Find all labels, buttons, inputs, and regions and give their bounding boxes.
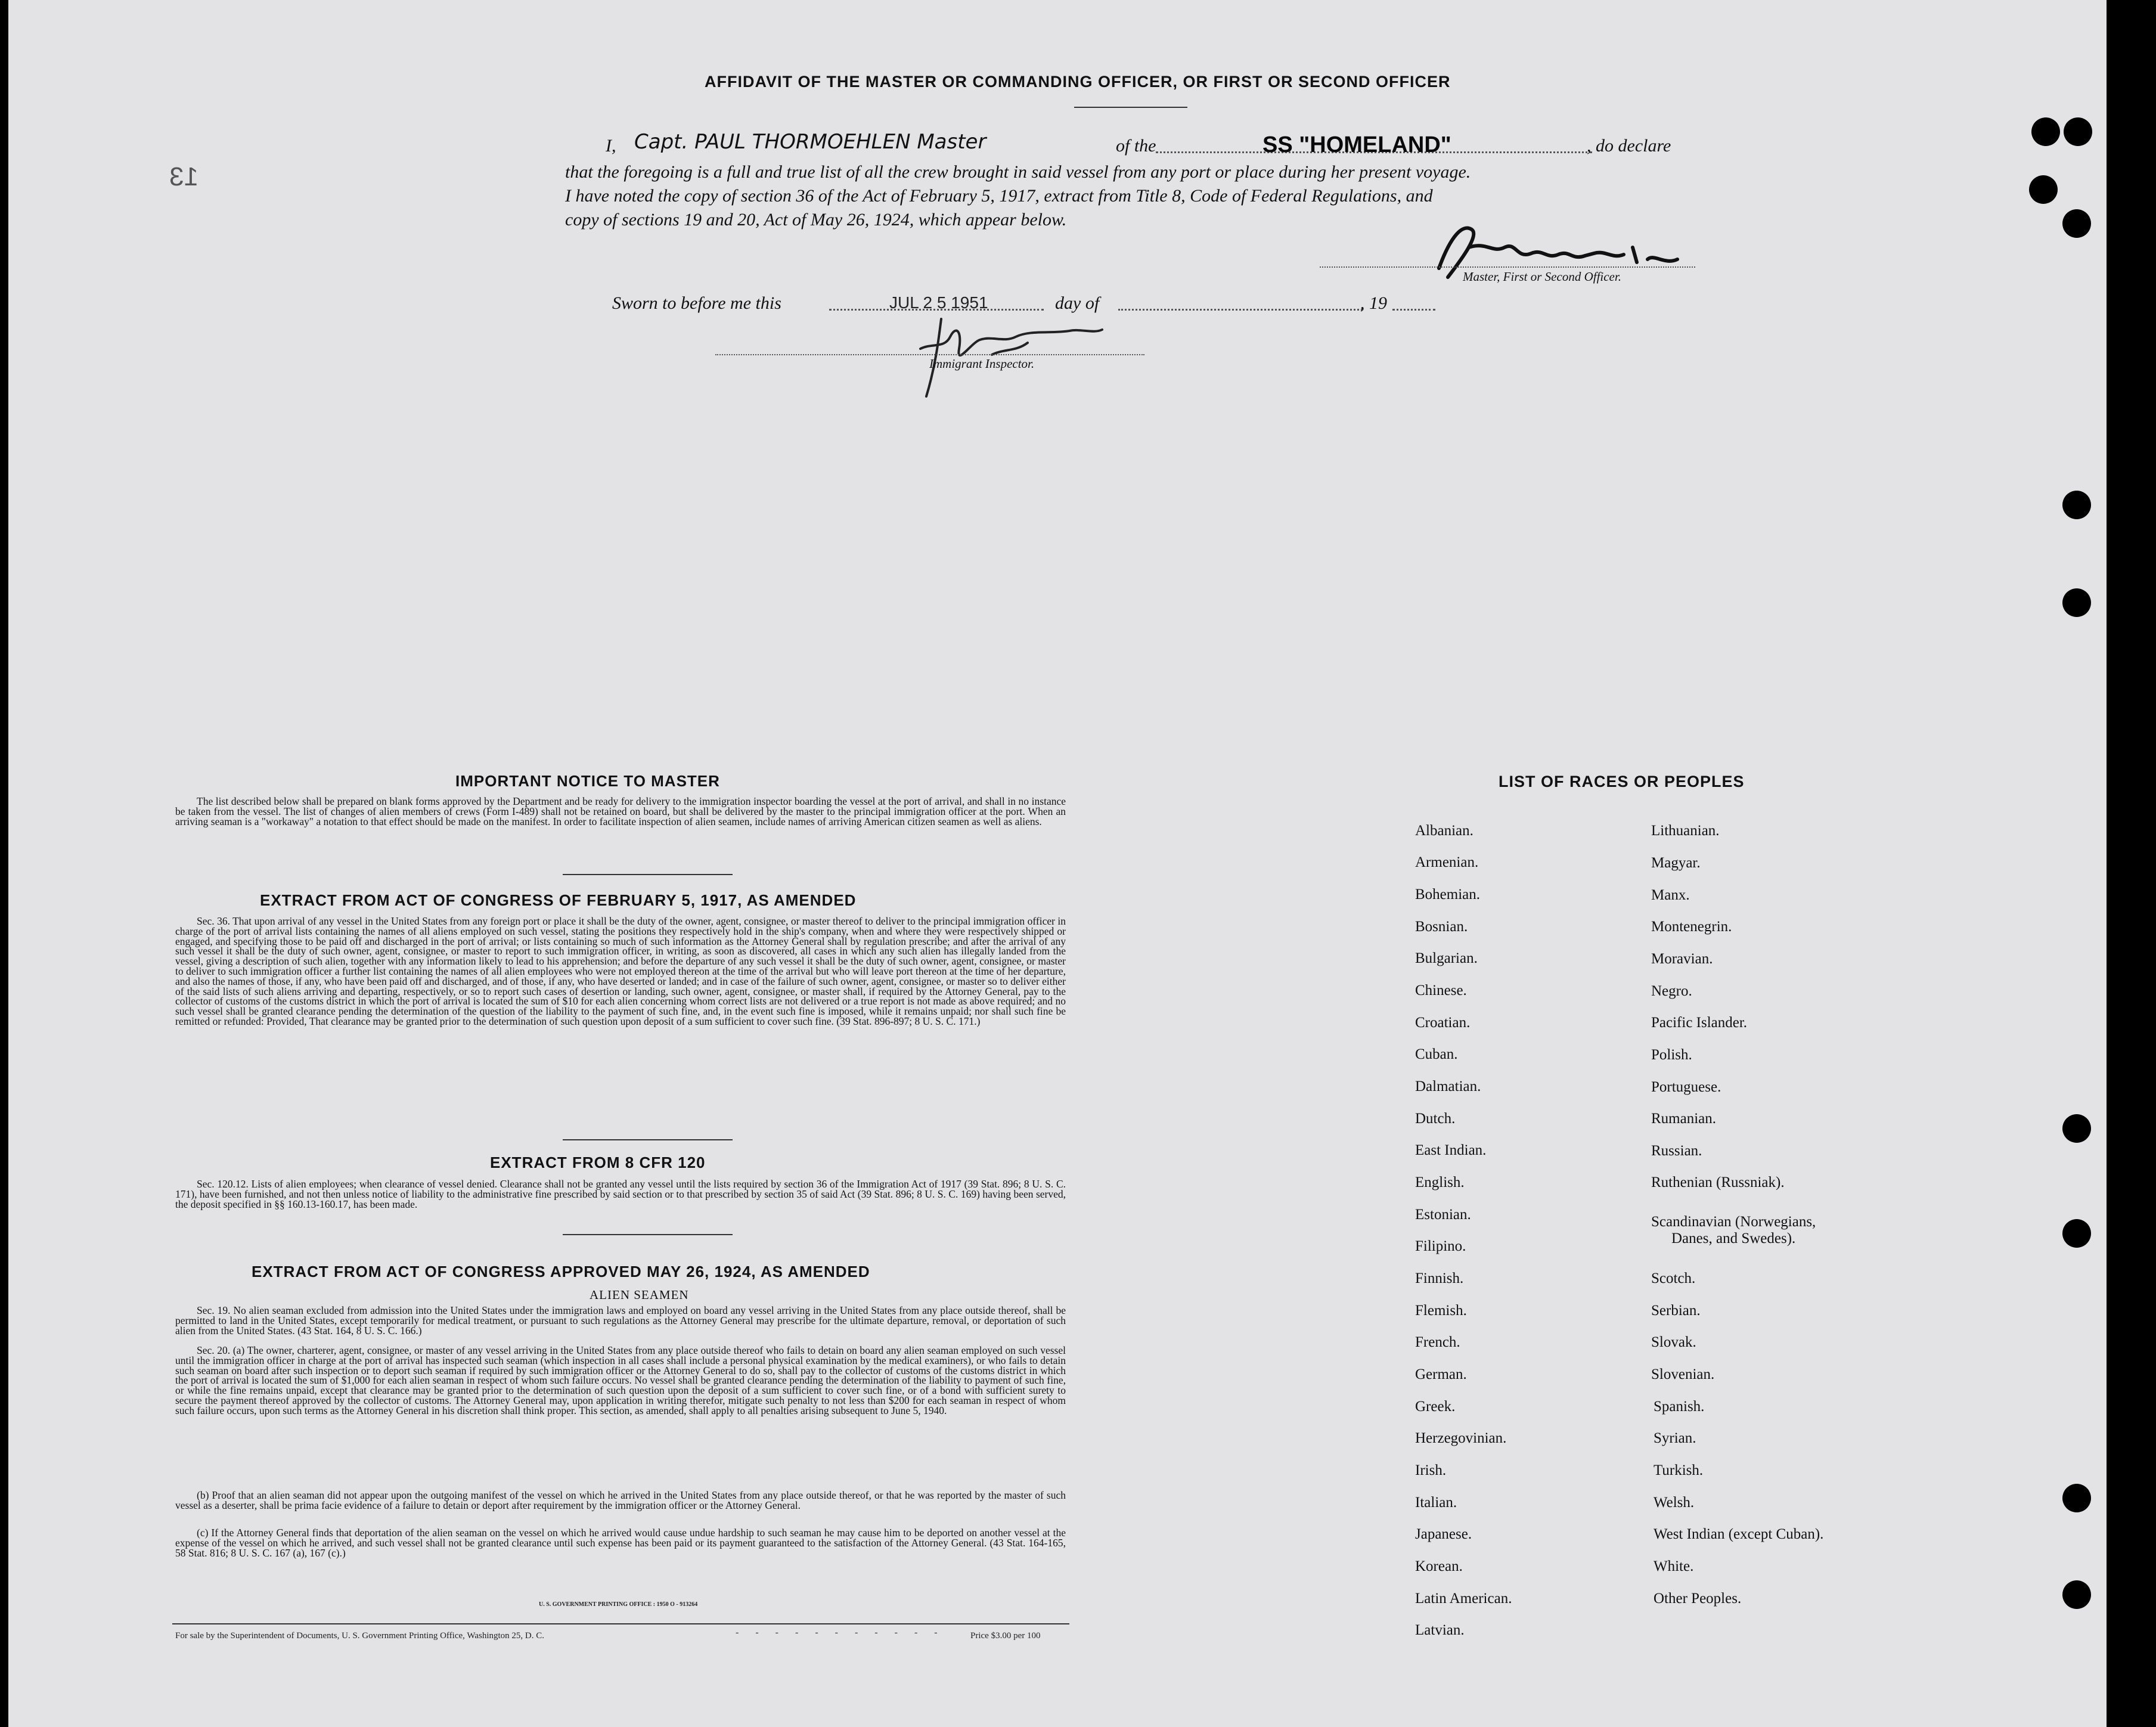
race-item: Latin American. <box>1415 1590 1512 1607</box>
race-item: Welsh. <box>1654 1495 1695 1511</box>
affidavit-line-3: I have noted the copy of section 36 of the Act of February 5, 1917, extract from Title 8, Code of Federal Regulations, and <box>565 186 1433 206</box>
sec20a-text: Sec. 20. (a) The owner, charterer, agent, consignee, or master of any vessel arriving in the United States from any place outside thereof who fails to detain on board any alien seaman employed on such vessel until the immigration officer in charge at the port of arrival has inspected such seaman (which inspection in all cases shall include a personal physical examination by the medical examiners), or who fails to detain such seaman on board after such inspection or to deport such seaman if required by such immigration officer or the Attorney General to do so, shall pay to the collector of customs of the customs district in which the port of arrival is located the sum of $1,000 for each alien seaman in respect of whom such failure occurs. No vessel shall be granted clearance pending the determination of the liability to payment of such fine, or while the fine remains unpaid, except that clearance may be granted prior to the determination of such question upon the deposit of a sum sufficient to cover such fine, or of a bond with sufficient surety to secure the payment thereof approved by the collector of customs. The Attorney General may, upon application in writing therefor, mitigate such penalty to not less than $200 for each seaman in respect of whom such failure occurs, upon such terms as the Attorney General in his discretion shall think proper. This section, as amended, shall apply to all penalties arising subsequent to June 5, 1940. <box>175 1344 1066 1416</box>
race-item: Latvian. <box>1415 1622 1465 1638</box>
gpo-imprint: U. S. GOVERNMENT PRINTING OFFICE : 1950 O - 913264 <box>539 1601 698 1608</box>
race-item: Syrian. <box>1654 1430 1696 1446</box>
affidavit-i-prefix: I, <box>606 136 616 156</box>
punch-hole <box>2062 1484 2091 1512</box>
race-item: Bohemian. <box>1415 886 1481 903</box>
punch-hole <box>2062 209 2091 238</box>
race-item: Irish. <box>1415 1462 1447 1478</box>
title-rule <box>1074 107 1187 108</box>
footer-price: Price $3.00 per 100 <box>970 1631 1041 1641</box>
extract-1917-title: EXTRACT FROM ACT OF CONGRESS OF FEBRUARY 5, 1917, AS AMENDED <box>260 891 857 909</box>
race-item: French. <box>1415 1334 1460 1350</box>
race-item: Herzegovinian. <box>1415 1430 1507 1446</box>
extract-cfr-rule <box>563 1234 733 1235</box>
race-item: Spanish. <box>1654 1399 1705 1415</box>
sworn-day-of: day of <box>1055 293 1100 313</box>
extract-1917-text: Sec. 36. That upon arrival of any vessel in the United States from any foreign port or place it shall be the duty of the owner, agent, consignee, or master thereof to deliver to the principal immigration officer in charge of the port of arrival lists containing the names of all aliens employed on such vessel, stating the positions they respectively hold in the ship's company, when and where they were respectively shipped or engaged, and specifying those to be paid off and discharged in the port of arrival; or lists containing so much of such information as the Attorney General shall by regulation prescribe; and after the arrival of any such vessel it shall be the duty of such owner, agent, consignee, or master to report to such immigration officer, in writing, as soon as discovered, all cases in which any such alien has illegally landed from the vessel, giving a description of such alien, together with any information likely to lead to his apprehension; and before the departure of any such vessel it shall be the duty of such owner, agent, consignee, or master to deliver to such immigration officer a further list containing the names of all alien employees who were not employed thereon at the time of the arrival but who will leave port thereon at the time of her departure, and also the names of those, if any, who have been paid off and discharged, and of those, if any, who have deserted or landed; and in case of the failure of such owner, agent, consignee, or master so to deliver either of the said lists of such aliens arriving and departing, respectively, or so to report such cases of desertion or landing, such owner, agent, consignee, or master shall, if required by the Attorney General, pay to the collector of customs of the customs district in which the port of arrival is located the sum of $10 for each alien concerning whom correct lists are not delivered or a true report is not made as above required; and no such vessel shall be granted clearance pending the determination of the question of the liability to the payment of such fine, and, in the event such fine is imposed, while it remains unpaid; nor shall such fine be remitted or refunded: Provided, That clearance may be granted prior to the determination of such question upon deposit of a sum sufficient to cover such fine. (39 Stat. 896-897; 8 U. S. C. 171.) <box>175 915 1066 1027</box>
alien-seamen-subtitle: ALIEN SEAMEN <box>590 1288 689 1302</box>
punch-hole <box>2062 1580 2091 1609</box>
sec19-text: Sec. 19. No alien seaman excluded from admission into the United States under the immigration laws and employed on board any vessel arriving in the United States from any place outside thereof, shall be permitted to land in the United States, except temporarily for medical treatment, or pursuant to such regulations as the Attorney General may prescribe for the ultimate departure, removal, or deportation of such alien from the United States. (43 Stat. 164, 8 U. S. C. 166.) <box>175 1304 1066 1337</box>
race-item: Italian. <box>1415 1495 1457 1511</box>
race-item: Lithuanian. <box>1651 823 1720 839</box>
extract-1917-rule <box>563 1139 733 1140</box>
race-item: Negro. <box>1651 983 1692 999</box>
race-item: German. <box>1415 1366 1467 1382</box>
race-item: Serbian. <box>1651 1303 1701 1319</box>
sworn-prefix: Sworn to before me this <box>612 293 781 313</box>
race-item: Pacific Islander. <box>1651 1015 1748 1031</box>
sworn-date-stamp: JUL 2 5 1951 <box>889 293 988 312</box>
notice-text: The list described below shall be prepared on blank forms approved by the Department and be ready for delivery to the immigration inspector boarding the vessel at the port of arrival, and shall in no instance be taken from the vessel. The list of changes of alien members of crews (Form I-489) shall not be retained on board, but shall be delivered by the master to the principal immigration officer at the port. When an arriving seaman is a "workaway" a notation to that effect should be made on the manifest. In order to facilitate inspection of alien seamen, include names of arriving American citizen seamen as well as aliens. <box>175 795 1066 827</box>
sworn-year-prefix: , 19 <box>1360 293 1387 313</box>
race-item: Moravian. <box>1651 951 1713 967</box>
race-item: Bulgarian. <box>1415 950 1478 966</box>
race-item: Turkish. <box>1654 1462 1704 1478</box>
notice-title: IMPORTANT NOTICE TO MASTER <box>455 772 720 790</box>
race-item: Polish. <box>1651 1047 1692 1063</box>
punch-hole <box>2062 1219 2091 1248</box>
race-item: Dutch. <box>1415 1111 1456 1127</box>
sec20b-text: (b) Proof that an alien seaman did not appear upon the outgoing manifest of the vessel on which he arrived in the United States from any place outside thereof, or that he was reported by the master of such vessel as a deserter, shall be prima facie evidence of a failure to detain or deport after requirement by the immigration officer or the Attorney General. <box>175 1489 1066 1511</box>
footer-rule <box>172 1623 1069 1624</box>
race-item: Korean. <box>1415 1558 1463 1574</box>
footer-leader-dots: - - - - - - - - - - - <box>736 1627 945 1638</box>
affidavit-line-4: copy of sections 19 and 20, Act of May 26, 1924, which appear below. <box>565 210 1067 230</box>
master-name-handwritten: Capt. PAUL THORMOEHLEN Master <box>634 130 987 154</box>
race-item: Other Peoples. <box>1654 1590 1742 1607</box>
race-item: White. <box>1654 1558 1694 1574</box>
affidavit-of-the: of the <box>1116 136 1156 156</box>
race-item: Bosnian. <box>1415 919 1468 935</box>
punch-hole <box>2031 117 2060 146</box>
sec20c-text: (c) If the Attorney General finds that deportation of the alien seaman on the vessel on which he arrived would cause undue hardship to such seaman he may cause him to be deported on another vessel at the expense of the vessel on which he arrived, and such vessel shall not be granted clearance until such expense has been paid or its payment guaranteed to the satisfaction of the Attorney General. (43 Stat. 164-165, 58 Stat. 816; 8 U. S. C. 167 (a), 167 (c).) <box>175 1527 1066 1559</box>
races-title: LIST OF RACES OR PEOPLES <box>1499 773 1745 790</box>
race-item: Slovak. <box>1651 1334 1696 1350</box>
race-item: Greek. <box>1415 1399 1456 1415</box>
race-item: Danes, and Swedes). <box>1671 1230 1796 1247</box>
race-item: Armenian. <box>1415 854 1479 870</box>
extract-cfr-text: Sec. 120.12. Lists of alien employees; when clearance of vessel denied. Clearance shall not be granted any vessel until the lists required by section 36 of the Immigration Act of 1917 (39 Stat. 896; 8 U. S. C. 171), have been furnished, and not then unless notice of liability to the administrative fine prescribed by said section or to that prescribed by section 35 of said Act (39 Stat. 896; 8 U. S. C. 169) having been served, the deposit specified in §§ 160.13-160.17, has been made. <box>175 1178 1066 1210</box>
affidavit-line-2: that the foregoing is a full and true list of all the crew brought in said vessel from any port or place during her present voyage. <box>565 162 1471 182</box>
day-of-dotted-line <box>1118 309 1363 311</box>
punch-hole <box>2064 117 2092 146</box>
race-item: Croatian. <box>1415 1015 1471 1031</box>
inspector-dotted-line <box>715 354 1144 355</box>
race-item: English. <box>1415 1174 1465 1190</box>
race-item: Cuban. <box>1415 1046 1458 1062</box>
race-item: Japanese. <box>1415 1526 1472 1542</box>
race-item: Albanian. <box>1415 823 1473 839</box>
footer-sale: For sale by the Superintendent of Documents, U. S. Government Printing Office, Washington 25, D. C. <box>175 1631 544 1641</box>
race-item: East Indian. <box>1415 1142 1487 1158</box>
extract-1924-title: EXTRACT FROM ACT OF CONGRESS APPROVED MAY 26, 1924, AS AMENDED <box>252 1263 870 1280</box>
punch-hole <box>2062 1114 2091 1143</box>
race-item: West Indian (except Cuban). <box>1654 1526 1824 1542</box>
race-item: Chinese. <box>1415 982 1467 999</box>
race-item: Dalmatian. <box>1415 1078 1481 1095</box>
year-dotted-line <box>1392 309 1435 311</box>
race-item: Scotch. <box>1651 1270 1696 1286</box>
race-item: Filipino. <box>1415 1238 1466 1254</box>
race-item: Portuguese. <box>1651 1079 1721 1095</box>
document-page <box>8 0 2107 1727</box>
race-item: Rumanian. <box>1651 1111 1717 1127</box>
signature-label: Master, First or Second Officer. <box>1463 269 1621 284</box>
race-item: Russian. <box>1651 1143 1702 1159</box>
race-item: Finnish. <box>1415 1270 1464 1286</box>
affidavit-do-declare: , do declare <box>1587 136 1671 156</box>
race-item: Montenegrin. <box>1651 919 1732 935</box>
race-item: Manx. <box>1651 887 1690 903</box>
punch-hole <box>2029 175 2058 204</box>
notice-rule <box>563 874 733 875</box>
race-item: Estonian. <box>1415 1207 1471 1223</box>
punch-hole <box>2062 588 2091 617</box>
extract-cfr-title: EXTRACT FROM 8 CFR 120 <box>490 1154 706 1171</box>
signature-dotted-line <box>1320 266 1695 268</box>
punch-hole <box>2062 491 2091 519</box>
race-item: Slovenian. <box>1651 1366 1715 1382</box>
race-item: Scandinavian (Norwegians, <box>1651 1214 1816 1230</box>
vessel-name-stamp: SS "HOMELAND" <box>1262 132 1451 157</box>
affidavit-title: AFFIDAVIT OF THE MASTER OR COMMANDING OFFICER, OR FIRST OR SECOND OFFICER <box>705 73 1451 91</box>
inspector-label: Immigrant Inspector. <box>929 356 1035 371</box>
race-item: Ruthenian (Russniak). <box>1651 1174 1785 1190</box>
race-item: Flemish. <box>1415 1303 1467 1319</box>
race-item: Magyar. <box>1651 855 1701 871</box>
margin-mark: 13 <box>169 162 198 191</box>
